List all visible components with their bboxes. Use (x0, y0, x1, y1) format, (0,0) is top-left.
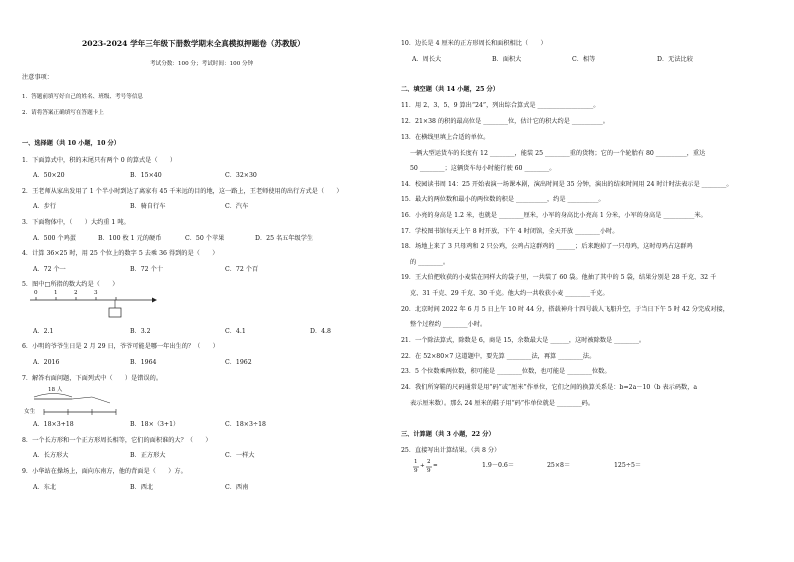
number-line-tick-2: 2 (74, 290, 78, 296)
q2-stem: 2．王老师从家出发用了 1 个半小时到达了离家有 45 千米远的目的地，这一路上，王老师使用的出行方式是（ ） (22, 188, 343, 195)
q7-option-c: C．18×3÷18 (225, 421, 266, 428)
calc-3: 25×8＝ (547, 462, 571, 469)
q5-option-c: C．4.1 (225, 328, 246, 335)
q17: 17．学校图书馆每天上午 8 时开放，下午 4 时闭馆，全天开放 ________小时。 (401, 228, 619, 235)
note-1: 1．答题前填写好自己的姓名、班级、考号等信息 (22, 94, 144, 100)
q25: 25．直接写出计算结果。（共 8 分） (401, 447, 501, 454)
q21: 21．一个除法算式，除数是 6，商是 15，余数最大是 ______，这时被除数是 ________。 (401, 337, 646, 344)
q6-option-b: B．1964 (130, 359, 157, 366)
calc-4: 125÷5＝ (614, 462, 642, 469)
q20-line-2: 整个过程约 ________小时。 (410, 321, 487, 328)
exam-info: 考试分数：100 分；考试时间：100 分钟 (150, 61, 254, 67)
q14: 14．校园读书周 14：25 开始表演一场课本剧，演出时间是 35 分钟，演出的结束时间用 24 时计时法表示是 ________。 (401, 181, 733, 188)
fraction-2-denominator: 9 (427, 468, 431, 474)
q18-line-2: 的 ________。 (410, 259, 450, 266)
q4-option-b: B．72 个十 (130, 266, 163, 273)
q11: 11．用 2、3、5、9 算出“24”，列出综合算式是 __________________。 (401, 102, 600, 109)
bar-model-label-2: 女生 (24, 409, 36, 415)
q13-line-2: 一辆大型运货车的长度有 12 ________，能装 25 ________重的货物；它的一个轮胎有 80 __________，重达 (410, 150, 706, 157)
q2-option-b: B．骑自行车 (130, 203, 166, 210)
q5-stem: 5．图中□所指的数大约是（ ） (22, 281, 119, 288)
q5-option-a: A．2.1 (33, 328, 54, 335)
q1-stem: 1．下面算式中，积的末尾只有两个 0 的算式是（ ） (22, 157, 177, 164)
q3-option-b: B．100 枚 1 元的硬币 (98, 235, 162, 242)
bar-model-label: 18 人 (48, 387, 63, 393)
number-line-tick-1: 1 (54, 290, 58, 296)
q7-stem: 7．解答右面问题，下面列式中（ ）是错误的。 (22, 375, 163, 382)
q8-option-c: C．一样大 (225, 452, 255, 459)
q20: 20．北京时间 2022 年 6 月 5 日上午 10 时 44 分，搭载神舟十四号载人飞船升空，于当日下午 5 时 42 分完成对接， (401, 306, 729, 313)
note-2: 2．请将答案正确填写在答题卡上 (22, 110, 104, 116)
q18: 18．场地上来了 3 只母鸡和 2 只公鸡，公鸡占这群鸡的 ______；后来跑掉了一只母鸡，这时母鸡占这群鸡 (401, 243, 693, 250)
q3-option-d: D．25 名五年级学生 (255, 235, 314, 242)
q9-option-a: A．东北 (33, 484, 57, 491)
q6-option-c: C．1962 (225, 359, 252, 366)
q9-option-c: C．西南 (225, 484, 249, 491)
q7-option-a: A．18×3+18 (33, 421, 74, 428)
q3-option-a: A．500 个鸡蛋 (33, 235, 76, 242)
q10-option-c: C．相等 (572, 56, 596, 63)
fraction-2-numerator: 2 (427, 459, 431, 465)
q3-option-c: C．50 个苹果 (185, 235, 225, 242)
q19: 19．王大伯把收获的小麦装在同样大的袋子里，一共装了 60 袋。他抽了其中的 5 袋，结果分别是 28 千克、32 千 (401, 274, 717, 281)
q15: 15．最大的两位数和最小的两位数的积是 __________，约是 __________。 (401, 196, 605, 203)
q5-option-b: B．3.2 (130, 328, 151, 335)
q9-option-b: B．西北 (130, 484, 154, 491)
number-line-figure (30, 294, 160, 320)
q4-option-a: A．72 个一 (33, 266, 66, 273)
number-line-tick-0: 0 (34, 290, 38, 296)
q16: 16．小亮的身高是 1.2 米，也就是 ________厘米，小军的身高比小亮高 1 分米，小军的身高是 __________米。 (401, 212, 707, 219)
q24: 24．我们所穿鞋的尺码通常是用“码”或“厘米”作单位，它们之间的换算关系是：b=2a－10（b 表示码数，a (401, 384, 698, 391)
q10-option-a: A．周长大 (412, 56, 442, 63)
q1-option-a: A．50×20 (33, 172, 65, 179)
q1-option-c: C．32×30 (225, 172, 257, 179)
q13-line-3: 50 ________；这辆货车每小时能行驶 60 ________。 (410, 165, 556, 172)
page-title: 2023-2024 学年三年级下册数学期末全真模拟押题卷（苏教版） (82, 39, 305, 48)
q1-option-b: B．15×40 (130, 172, 162, 179)
q3-stem: 3．下面物体中，（ ）大约重 1 吨。 (22, 219, 130, 226)
q4-stem: 4．计算 36×25 时，用 25 个位上的数字 5 去乘 36 得到的是（ ） (22, 250, 219, 257)
q2-option-c: C．汽车 (225, 203, 249, 210)
section-2-title: 二、填空题（共 14 小题，25 分） (401, 86, 499, 93)
q6-option-a: A．2016 (33, 359, 60, 366)
bar-model-figure (32, 389, 122, 417)
section-1-title: 一、选择题（共 10 小题，10 分） (22, 140, 120, 147)
q6-stem: 6．小明的爷爷生日是 2 月 29 日，爷爷可能是哪一年出生的？（ ） (22, 343, 219, 350)
number-line-tick-3: 3 (94, 290, 98, 296)
q4-option-c: C．72 个百 (225, 266, 259, 273)
q8-option-a: A．长方形大 (33, 452, 69, 459)
q8-option-b: B．正方形大 (130, 452, 166, 459)
plus-sign: + (420, 463, 425, 469)
q12: 12．21×38 的积的最高位是 ________位，估计它的积大约是 __________。 (401, 118, 609, 125)
q13: 13．在横线里填上合适的单位。 (401, 134, 490, 141)
q22: 22．在 52×80×7 这道题中，要先算 ________法，再算 ________法。 (401, 353, 596, 360)
q19-line-2: 克、31 千克、29 千克、30 千克。他大约一共收获小麦 ________千克。 (410, 290, 609, 297)
fraction-1-numerator: 1 (414, 459, 418, 465)
q8-stem: 8．一个长方形和一个正方形周长相等，它们的面积谁的大？（ ） (22, 437, 212, 444)
fraction-1-denominator: 9 (414, 468, 418, 474)
q24-line-2: 表示厘米数）。那么 24 厘米的鞋子用“码”作单位就是 ________码。 (410, 400, 595, 407)
calc-2: 1.9－0.6＝ (482, 462, 515, 469)
q23: 23．5 个位数乘两位数，积可能是 ________位数，也可能是 ________位数。 (401, 368, 611, 375)
equals-sign: = (433, 463, 438, 469)
q10-option-d: D．无法比较 (657, 56, 693, 63)
q7-option-b: B．18×（3+1） (130, 421, 180, 428)
notes-title: 注意事项： (22, 74, 53, 81)
q2-option-a: A．步行 (33, 203, 57, 210)
q10-option-b: B．面积大 (492, 56, 522, 63)
fraction-bars (413, 466, 435, 468)
q9-stem: 9．小华站在操场上，面向东南方，他的背面是（ ）方。 (22, 468, 187, 475)
q5-option-d: D．4.8 (310, 328, 331, 335)
q10-stem: 10．边长是 4 厘米的正方形周长和面积相比（ ） (401, 40, 547, 47)
section-3-title: 三、计算题（共 3 小题，22 分） (401, 431, 495, 438)
